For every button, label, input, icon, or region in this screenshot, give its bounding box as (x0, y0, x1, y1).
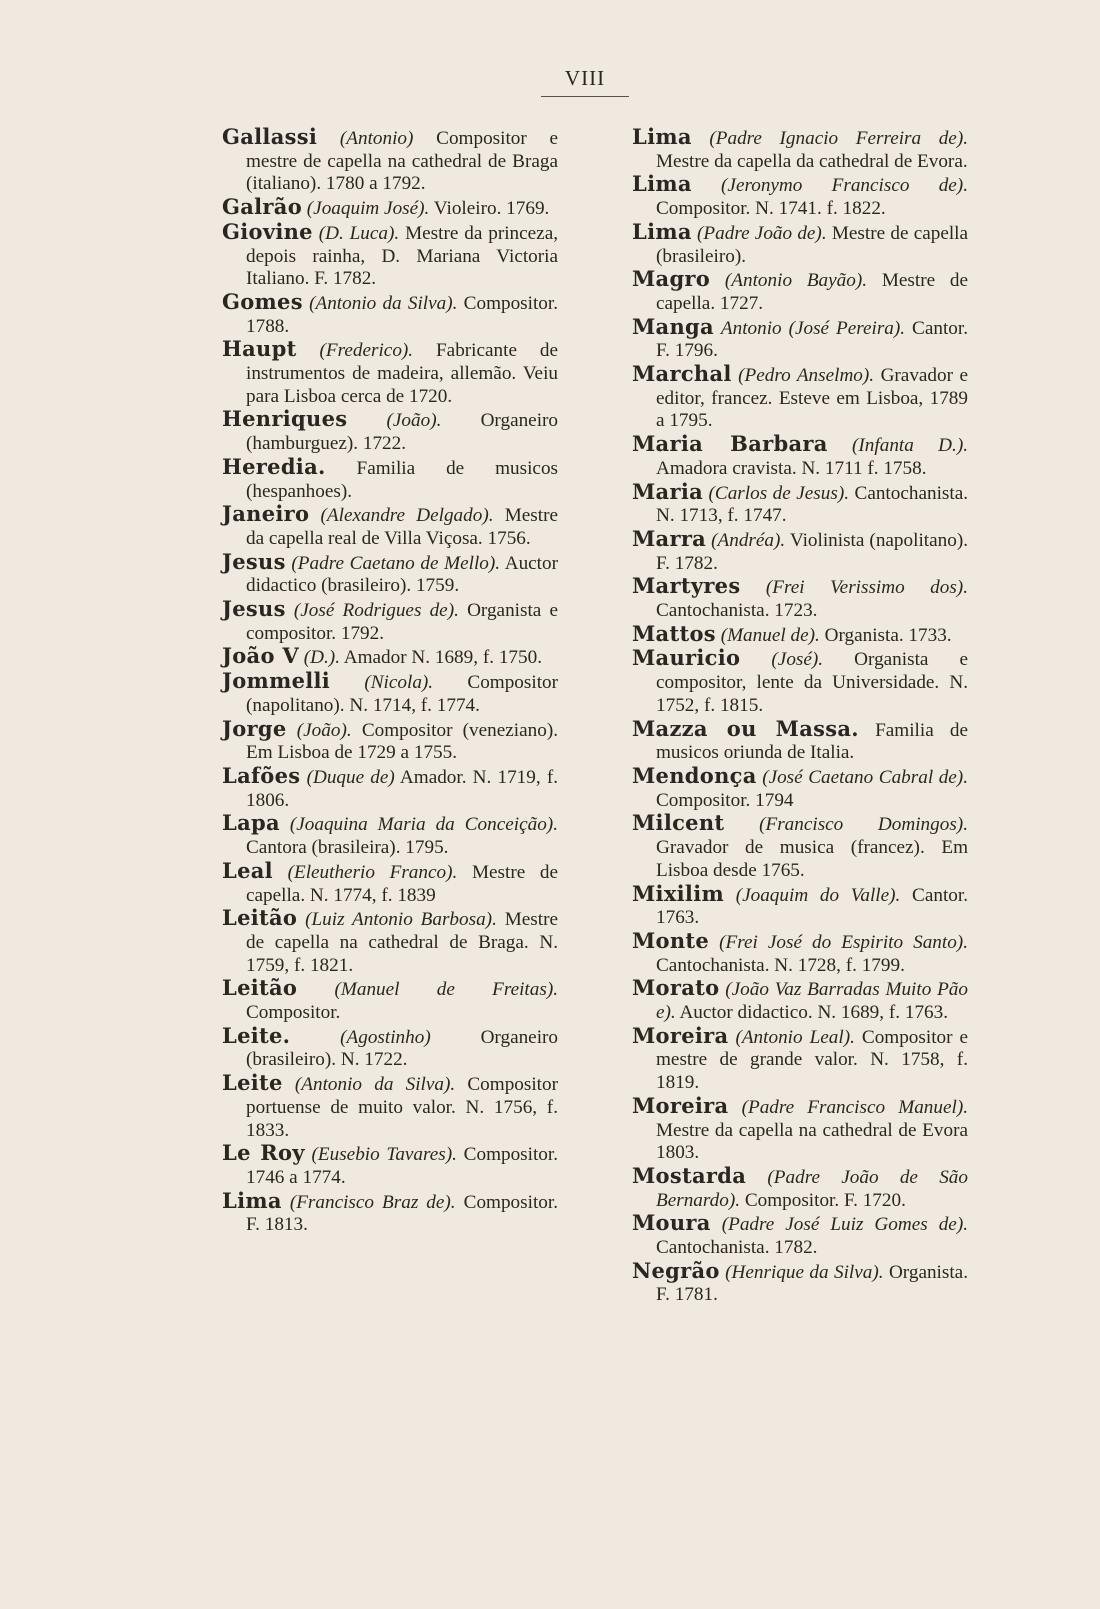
entry-name-italic: (José Rodrigues de). (293, 600, 459, 622)
entry-description: Compositor. 1788. (246, 292, 559, 337)
entry-description: Mestre de capella. 1727. (656, 270, 968, 314)
entry-headword: Lima (632, 171, 692, 197)
dictionary-entry (632, 1162, 968, 1212)
entry-headword: Gallassi (222, 124, 318, 149)
entry-name-italic: (Antonio) (339, 128, 414, 149)
dictionary-entry (222, 1022, 559, 1072)
entry-description: Auctor didactico. N. 1689, f. 1763. (679, 1002, 949, 1024)
entry-name-italic: (Agostinho) (340, 1026, 431, 1048)
dictionary-entry (632, 478, 969, 528)
dictionary-entry (222, 338, 558, 408)
entry-description: Fabricante de instrumentos de madeira, allemão. Veiu para Lisboa cerca de 1720. (246, 340, 559, 407)
entry-name-italic: (Andréa). (711, 529, 786, 551)
entry-description: Organeiro (hamburguez). 1722. (246, 410, 559, 455)
entry-name-italic: (Alexandre Delgado). (320, 505, 494, 527)
dictionary-entry (632, 173, 968, 220)
entry-headword: Maria Barbara (632, 431, 828, 457)
right-column (632, 126, 968, 1307)
entry-description: Organista. 1733. (824, 624, 952, 646)
entry-headword: Jesus (222, 548, 286, 574)
left-column (222, 126, 558, 1237)
entry-name-italic: (Luiz Antonio Barbosa). (305, 909, 497, 931)
entry-headword: Lima (632, 218, 692, 244)
entry-headword: Giovine (222, 218, 313, 244)
entry-description: Gravador e editor, francez. Esteve em Lisboa, 1789 a 1795. (656, 365, 968, 432)
entry-name-italic: (Francisco Domingos). (759, 814, 968, 836)
dictionary-entry (222, 907, 558, 977)
entry-headword: Marra (632, 525, 707, 551)
entry-description: Cantochanista. 1723. (656, 600, 818, 622)
entry-headword: Haupt (222, 336, 297, 362)
entry-description: Mestre de capella na cathedral de Braga. N. 1759, f. 1821. (246, 909, 559, 976)
dictionary-entry (632, 433, 968, 480)
entry-description: Compositor. 1794 (656, 789, 794, 811)
page-number-rule (541, 96, 629, 97)
dictionary-entry (632, 575, 968, 622)
entry-name-italic: (Eleutherio Franco). (287, 861, 458, 883)
entry-name-italic: (Francisco Braz de). (289, 1191, 456, 1213)
entry-headword: Leitão (222, 905, 298, 931)
entry-headword: Mostarda (632, 1162, 747, 1188)
entry-headword: João V (222, 643, 299, 669)
entry-headword: Mauricio (632, 645, 741, 671)
dictionary-entry (632, 812, 968, 882)
dictionary-entry (222, 126, 558, 196)
dictionary-entry (632, 927, 968, 977)
entry-description: Compositor. N. 1741. f. 1822. (656, 198, 886, 220)
dictionary-entry (222, 1142, 558, 1189)
entry-description: Mestre de capella. N. 1774, f. 1839 (246, 861, 558, 906)
entry-name-italic: (Eusebio Tavares). (311, 1144, 457, 1166)
dictionary-entry (632, 880, 968, 930)
dictionary-entry (222, 218, 559, 291)
dictionary-entry (632, 313, 969, 363)
entry-description: Auctor didactico (brasileiro). 1759. (246, 552, 558, 597)
entry-headword: Janeiro (222, 501, 310, 527)
entry-headword: Galrão (222, 194, 302, 220)
dictionary-entry (222, 408, 558, 455)
entry-name-italic: (Antonio da Silva). (309, 292, 458, 314)
entry-description: Mestre da princeza, depois rainha, D. Mariana Victoria Italiano. F. 1782. (246, 222, 559, 290)
entry-name-italic: (D.). (303, 647, 340, 669)
entry-name-italic: (Padre José Luiz Gomes de). (721, 1214, 969, 1236)
entry-description: Cantochanista. N. 1713, f. 1747. (656, 482, 969, 527)
entry-description: Cantor. 1763. (656, 884, 968, 929)
dictionary-entry (632, 218, 969, 268)
entry-name-italic: (Manuel de). (720, 624, 820, 646)
entry-name-italic: (João). (296, 719, 352, 741)
entry-description: Amador N. 1689, f. 1750. (343, 647, 542, 669)
dictionary-entry (222, 196, 558, 221)
dictionary-entry (632, 977, 968, 1024)
entry-name-italic: (Padre João de São Bernardo). (656, 1166, 968, 1211)
entry-name-italic: (Pedro Anselmo). (738, 365, 875, 387)
entry-name-italic: (Frei José do Espirito Santo). (719, 931, 968, 953)
entry-description: Amador. N. 1719, f. 1806. (246, 766, 559, 811)
entry-name-italic: (Joaquim José). (306, 198, 430, 220)
page-number: VIII (564, 66, 606, 90)
entry-headword: Leite. (222, 1022, 291, 1048)
entry-name-italic: (Jeronymo Francisco de). (721, 175, 968, 197)
entry-description: Violinista (napolitano). F. 1782. (656, 529, 969, 574)
entry-name-italic: (Padre Francisco Manuel). (741, 1096, 969, 1118)
entry-description: Violeiro. 1769. (433, 198, 550, 220)
entry-headword: Moura (632, 1210, 711, 1236)
entry-name-italic: (José Caetano Cabral de). (762, 766, 968, 788)
dictionary-entry (222, 762, 559, 812)
entry-description: Gravador de musica (francez). Em Lisboa desde 1765. (656, 837, 968, 881)
entry-headword: Moreira (632, 1092, 729, 1118)
entry-name-italic: (Padre João de). (697, 222, 827, 244)
entry-name-italic: (Antonio da Silva). (294, 1074, 456, 1096)
entry-headword: Manga (632, 313, 714, 339)
entry-description: Cantochanista. N. 1728, f. 1799. (656, 954, 905, 976)
entry-headword: Heredia. (222, 453, 326, 479)
dictionary-entry (632, 647, 968, 717)
entry-name-italic: (João Vaz Barradas Muito Pão e). (656, 979, 968, 1024)
dictionary-entry (632, 268, 968, 315)
entry-headword: Henriques (222, 406, 348, 432)
dictionary-entry (632, 715, 969, 765)
entry-description: Mestre da capella da cathedral de Evora. (656, 150, 968, 172)
dictionary-entry (632, 1257, 968, 1307)
entry-description: Organeiro (brasileiro). N. 1722. (246, 1026, 559, 1071)
entry-description: Familia de musicos oriunda de Italia. (656, 719, 969, 764)
entry-name-italic: (Padre Ignacio Ferreira de). (709, 128, 968, 149)
dictionary-entry (222, 812, 558, 859)
entry-description: Amadora cravista. N. 1711 f. 1758. (656, 457, 927, 479)
entry-description: Mestre de capella (brasileiro). (656, 222, 969, 267)
entry-name-italic: Antonio (José Pereira). (720, 317, 906, 339)
entry-headword: Morato (632, 975, 720, 1001)
entry-name-italic: (Joaquim do Valle). (735, 884, 901, 906)
entry-headword: Milcent (632, 810, 725, 836)
dictionary-entry (632, 126, 968, 173)
entry-headword: Magro (632, 266, 711, 292)
dictionary-entry (222, 715, 559, 765)
entry-headword: Leite (222, 1070, 283, 1096)
dictionary-entry (222, 1187, 558, 1237)
dictionary-entry (222, 645, 558, 670)
entry-name-italic: (Frei Verissimo dos). (765, 577, 968, 599)
entry-description: Organista e compositor, lente da Universidade. N. 1752, f. 1815. (656, 649, 969, 716)
dictionary-entry (632, 525, 969, 575)
entry-description: Compositor. F. 1813. (246, 1191, 558, 1236)
entry-name-italic: (Manuel de Freitas). (334, 979, 559, 1001)
entry-headword: Mattos (632, 620, 716, 646)
dictionary-entry (222, 288, 559, 338)
entry-name-italic: (Henrique da Silva). (725, 1261, 884, 1283)
entry-headword: Lima (632, 124, 692, 149)
entry-headword: Le Roy (222, 1140, 305, 1166)
entry-headword: Moreira (632, 1022, 729, 1048)
entry-headword: Martyres (632, 573, 741, 599)
dictionary-entry (222, 857, 558, 907)
dictionary-entry (222, 548, 558, 598)
dictionary-entry (632, 1212, 968, 1259)
entry-headword: Jommelli (222, 668, 331, 694)
dictionary-entry (632, 363, 968, 433)
entry-headword: Mixilim (632, 880, 724, 906)
entry-headword: Leitão (222, 975, 298, 1001)
entry-description: Compositor. F. 1720. (744, 1189, 906, 1211)
entry-description: Cantochanista. 1782. (656, 1237, 818, 1259)
entry-headword: Negrão (632, 1257, 720, 1283)
entry-name-italic: (Nicola). (364, 672, 434, 694)
entry-description: Cantora (brasileira). 1795. (246, 837, 449, 859)
entry-description: Compositor (napolitano). N. 1714, f. 1774. (246, 672, 559, 716)
entry-headword: Monte (632, 927, 710, 953)
dictionary-entry (222, 670, 558, 717)
entry-name-italic: (Antonio Bayão). (724, 270, 868, 292)
entry-headword: Maria (632, 478, 704, 504)
entry-name-italic: (Padre Caetano de Mello). (291, 552, 501, 574)
entry-headword: Lima (222, 1187, 282, 1213)
dictionary-entry (632, 620, 968, 648)
entry-name-italic: (Joaquina Maria da Conceição). (289, 814, 558, 836)
entry-description: Organista. F. 1781. (656, 1261, 968, 1306)
entry-name-italic: (José). (771, 649, 824, 671)
dictionary-entry (222, 453, 558, 503)
dictionary-entry (222, 977, 558, 1024)
entry-name-italic: (Antonio Leal). (735, 1026, 855, 1048)
entry-description: Compositor (veneziano). Em Lisboa de 1729 a 1755. (246, 719, 559, 764)
entry-description: Mestre da capella na cathedral de Evora 1803. (656, 1119, 968, 1164)
entry-headword: Lafões (222, 762, 301, 788)
entry-headword: Mazza ou Massa. (632, 715, 859, 741)
entry-headword: Mendonça (632, 762, 757, 788)
entry-name-italic: (Frederico). (319, 340, 414, 362)
dictionary-entry (222, 1072, 558, 1142)
entry-name-italic: (Infanta D.). (852, 435, 969, 457)
entry-description: Compositor e mestre de capella na cathedral de Braga (italiano). 1780 a 1792. (246, 128, 559, 195)
entry-description: Mestre da capella real de Villa Viçosa. 1756. (246, 505, 559, 549)
dictionary-entry (632, 1022, 969, 1095)
entry-description: Compositor portuense de muito valor. N. 1756, f. 1833. (246, 1074, 558, 1141)
entry-description: Compositor. (246, 1002, 341, 1024)
entry-description: Compositor e mestre de grande valor. N. 1758, f. 1819. (656, 1026, 969, 1094)
dictionary-entry (222, 503, 558, 550)
entry-description: Familia de musicos (hespanhoes). (246, 457, 558, 502)
dictionary-entry (632, 1092, 969, 1165)
entry-name-italic: (D. Luca). (318, 222, 400, 244)
entry-description: Organista e compositor. 1792. (246, 600, 558, 644)
entry-headword: Jesus (222, 596, 286, 622)
entry-description: Cantor. F. 1796. (656, 317, 969, 362)
entry-name-italic: (Carlos de Jesus). (708, 482, 850, 504)
entry-headword: Jorge (222, 715, 287, 741)
dictionary-entry (632, 762, 968, 812)
entry-headword: Lapa (222, 810, 280, 836)
entry-name-italic: (Duque de) (306, 766, 395, 788)
dictionary-entry (222, 598, 558, 645)
entry-headword: Gomes (222, 288, 303, 314)
entry-description: Compositor. 1746 a 1774. (246, 1144, 559, 1188)
entry-headword: Leal (222, 857, 273, 883)
entry-name-italic: (João). (386, 410, 442, 432)
entry-headword: Marchal (632, 361, 732, 387)
